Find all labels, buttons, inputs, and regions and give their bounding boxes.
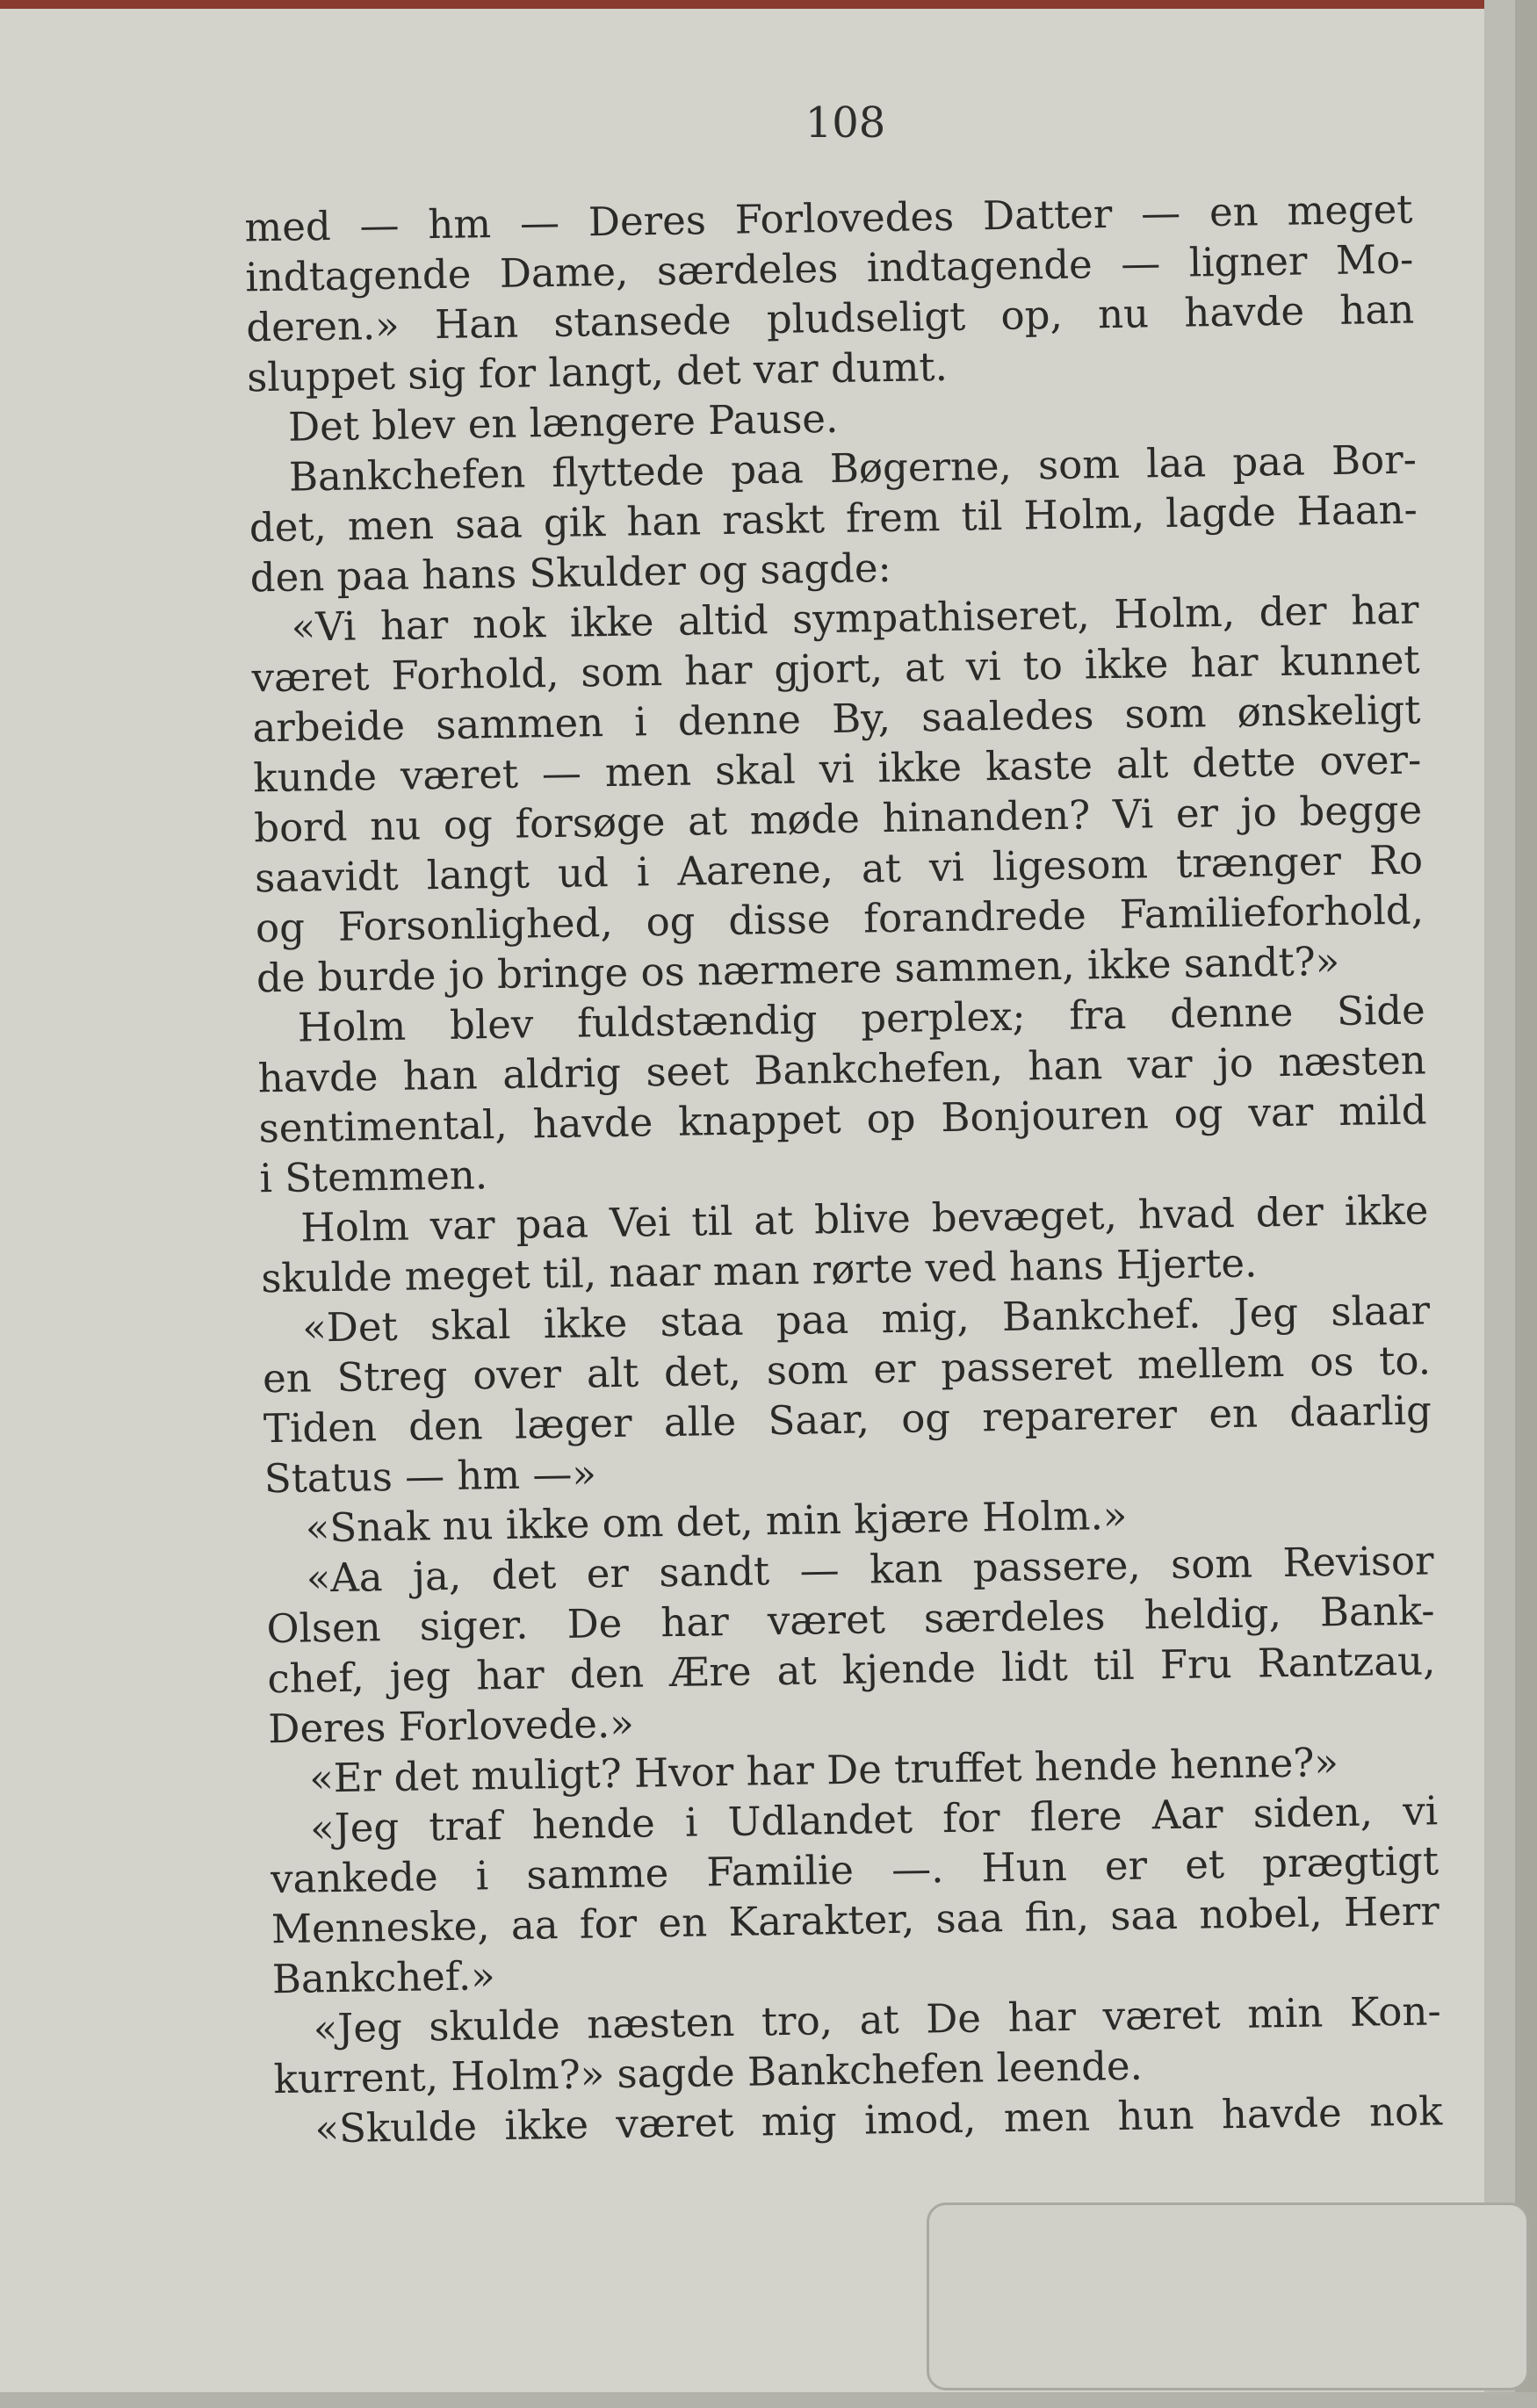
text-line: vankede i samme Familie —. Hun er et prægtigt [270,1837,1440,1903]
page-number: 108 [805,98,886,148]
text-line: Olsen siger. De har været særdeles heldig, Bank- [266,1587,1435,1653]
text-line: det, men saa gik han raskt frem til Holm, lagde Haan- [249,486,1418,552]
text-line: Menneske, aa for en Karakter, saa fin, saa nobel, Herr [271,1887,1440,1953]
book-right-edge [1515,0,1537,2408]
text-line: sentimental, havde knappet op Bonjouren og var mild [258,1086,1427,1152]
text-line: «Jeg traf hende i Udlandet for flere Aar siden, vi [309,1787,1439,1852]
text-line: de burde jo bringe os nærmere sammen, ikke sandt?» [256,937,1340,1002]
text-line: Holm var paa Vei til at blive bevæget, hvad der ikke [300,1186,1429,1251]
text-line: «Snak nu ikke om det, min kjære Holm.» [305,1491,1128,1552]
page-bottom-edge [0,2392,1537,2408]
text-line: skulde meget til, naar man rørte ved hans Hjerte. [260,1239,1258,1302]
text-line: den paa hans Skulder og sagde: [249,544,892,602]
text-line: indtagende Dame, særdeles indtagende — ligner Mo- [245,235,1414,301]
text-line: Holm blev fuldstændig perplex; fra denne Side [297,986,1426,1051]
text-line: arbeide sammen i denne By, saaledes som ønskeligt [252,686,1421,752]
text-line: «Jeg skulde næsten tro, at De har været min Kon- [313,1987,1442,2052]
page-text [244,184,1443,2155]
text-line: kurrent, Holm?» sagde Bankchefen leende. [273,2042,1144,2103]
text-line: bord nu og forsøge at møde hinanden? Vi er jo begge [253,786,1423,852]
text-line: deren.» Han stansede pludseligt op, nu havde han [245,285,1415,351]
text-line: med — hm — Deres Forlovedes Datter — en meget [244,185,1413,251]
text-line: «Skulde ikke været mig imod, men hun havde nok [314,2087,1443,2152]
text-line: «Vi har nok ikke altid sympathiseret, Holm, der har [291,586,1419,651]
book-top-edge [0,0,1537,9]
text-line: kunde været — men skal vi ikke kaste alt dette over- [252,736,1422,802]
text-line: Det blev en længere Pause. [287,394,839,451]
text-line: chef, jeg har den Ære at kjende lidt til Fru Rantzau, [267,1637,1436,1703]
text-line: havde han aldrig seet Bankchefen, han var jo næsten [257,1036,1427,1102]
text-line: Bankchefen flyttede paa Bøgerne, som laa paa Bor- [288,436,1418,501]
text-line: Status — hm —» [263,1450,597,1503]
text-line: «Aa ja, det er sandt — kan passere, som Revisor [306,1537,1434,1602]
text-line: «Er det muligt? Hvor har De truffet hende henne?» [308,1739,1339,1802]
text-line: en Streg over alt det, som er passeret mellem os to. [262,1337,1432,1402]
library-label-sticker [927,2203,1529,2390]
text-line: «Det skal ikke staa paa mig, Bankchef. Jeg slaar [301,1287,1431,1352]
text-line: i Stemmen. [259,1151,488,1202]
text-line: Deres Forlovede.» [267,1699,635,1753]
text-line: været Forhold, som har gjort, at vi to ikke har kunnet [251,636,1420,702]
text-line: Bankchef.» [271,1952,496,2003]
text-line: og Forsonlighed, og disse forandrede Familieforhold, [255,886,1425,952]
text-line: saavidt langt ud i Aarene, at vi ligesom trænger Ro [254,836,1424,902]
text-line: Tiden den læger alle Saar, og reparerer en daarlig [263,1387,1432,1453]
text-line: sluppet sig for langt, det var dumt. [246,342,949,401]
